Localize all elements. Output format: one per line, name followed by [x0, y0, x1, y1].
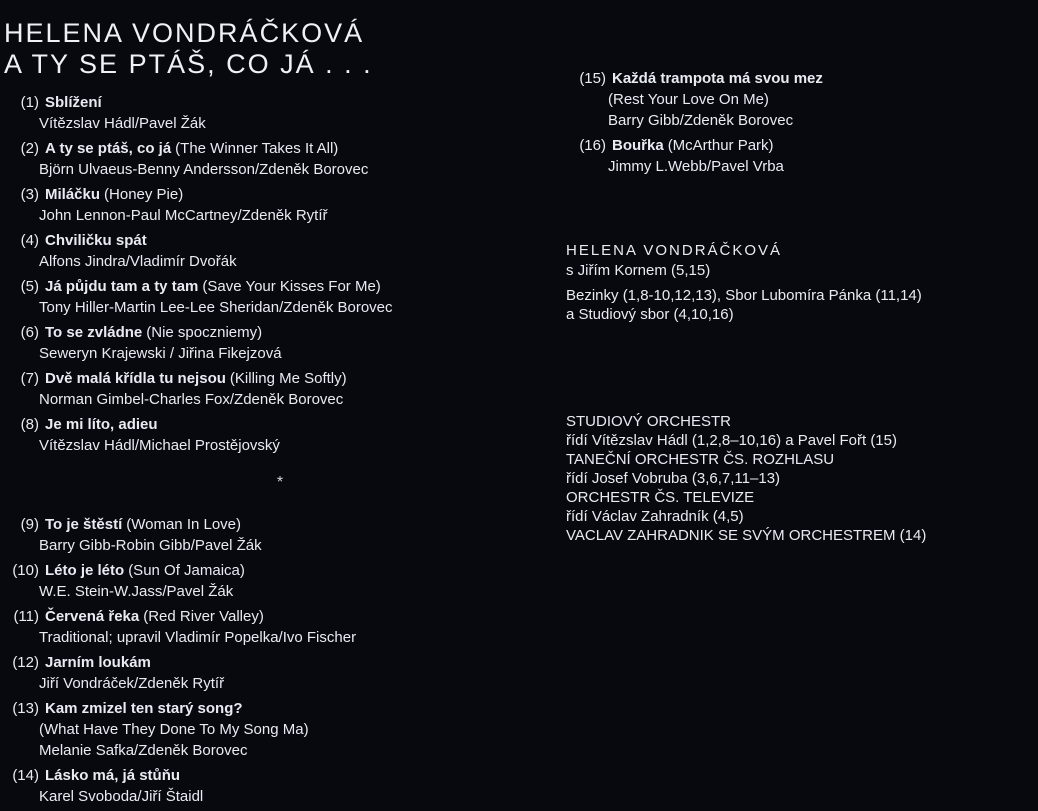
track-original-title: (McArthur Park): [667, 137, 774, 154]
track-original-title: (Save Your Kisses For Me): [202, 278, 381, 295]
track-credit: Jiří Vondráček/Zdeněk Rytíř: [39, 675, 225, 692]
track-credit: Tony Hiller-Martin Lee-Lee Sheridan/Zdeněk Borovec: [39, 299, 393, 316]
separator-star: *: [276, 474, 284, 491]
track-item: [0, 514, 540, 560]
track-number: (3): [20, 186, 39, 203]
track-item: [566, 135, 1036, 181]
track-original-title: (Red River Valley): [143, 608, 264, 625]
track-original-title: (Honey Pie): [104, 186, 184, 203]
track-title: Sblížení: [45, 94, 102, 111]
track-title: Kam zmizel ten starý song?: [45, 700, 243, 717]
performers-block: [566, 240, 922, 324]
orchestra-line: STUDIOVÝ ORCHESTR: [566, 413, 732, 430]
track-title: Chviličku spát: [45, 232, 147, 249]
track-title: Dvě malá křídla tu nejsou: [45, 370, 226, 387]
track-number: (11): [13, 608, 39, 625]
track-title: To je štěstí: [45, 516, 123, 533]
track-title: Každá trampota má svou mez: [612, 70, 823, 87]
performer-choirs-2: a Studiový sbor (4,10,16): [566, 306, 734, 323]
track-item: [0, 765, 540, 811]
track-item: [0, 92, 540, 138]
orchestras-block: [566, 412, 926, 545]
performer-artist: HELENA VONDRÁČKOVÁ: [566, 242, 783, 259]
track-title: Léto je léto: [45, 562, 125, 579]
track-number: (8): [20, 416, 39, 433]
orchestra-line: řídí Vítězslav Hádl (1,2,8–10,16) a Pavel Fořt (15): [566, 432, 897, 449]
orchestra-line: řídí Josef Vobruba (3,6,7,11–13): [566, 470, 781, 487]
track-credit: Traditional; upravil Vladimír Popelka/Ivo Fischer: [39, 629, 357, 646]
track-credit: Jimmy L.Webb/Pavel Vrba: [608, 158, 784, 175]
track-item: [0, 698, 540, 765]
performer-with: s Jiřím Kornem (5,15): [566, 262, 711, 279]
album-title: [4, 18, 373, 80]
orchestra-line: řídí Václav Zahradník (4,5): [566, 508, 744, 525]
track-number: (12): [12, 654, 39, 671]
track-number: (2): [20, 140, 39, 157]
track-item: [0, 138, 540, 184]
track-item: [0, 322, 540, 368]
track-credit: Seweryn Krajewski / Jiřina Fikejzová: [39, 345, 282, 362]
track-title: Červená řeka: [45, 608, 140, 625]
track-item: [0, 652, 540, 698]
track-number: (15): [579, 70, 606, 87]
track-credit: Norman Gimbel-Charles Fox/Zdeněk Borovec: [39, 391, 344, 408]
track-original-title: (Woman In Love): [126, 516, 242, 533]
track-credit: W.E. Stein-W.Jass/Pavel Žák: [39, 583, 234, 600]
track-number: (13): [12, 700, 39, 717]
orchestra-line: VACLAV ZAHRADNIK SE SVÝM ORCHESTREM (14): [566, 527, 927, 544]
track-number: (14): [12, 767, 39, 784]
track-credit: Melanie Safka/Zdeněk Borovec: [39, 742, 248, 759]
track-credit: (What Have They Done To My Song Ma): [39, 721, 309, 738]
track-credit: Barry Gibb-Robin Gibb/Pavel Žák: [39, 537, 262, 554]
track-item: [566, 68, 1036, 135]
track-number: (5): [20, 278, 39, 295]
track-number: (10): [12, 562, 39, 579]
track-number: (7): [20, 370, 39, 387]
track-item: [0, 230, 540, 276]
track-title: Miláčku: [45, 186, 101, 203]
track-item: [0, 414, 540, 460]
track-item: [0, 560, 540, 606]
tracklist-right: [566, 68, 1036, 181]
track-number: (6): [20, 324, 39, 341]
track-original-title: (Sun Of Jamaica): [128, 562, 245, 579]
track-number: (9): [20, 516, 39, 533]
track-title: Lásko má, já stůňu: [45, 767, 181, 784]
artist-name: HELENA VONDRÁČKOVÁ: [4, 18, 365, 48]
track-title: Je mi líto, adieu: [45, 416, 158, 433]
track-credit: Karel Svoboda/Jiří Štaidl: [39, 788, 204, 805]
orchestra-line: ORCHESTR ČS. TELEVIZE: [566, 489, 755, 506]
track-title: Já půjdu tam a ty tam: [45, 278, 199, 295]
track-number: (4): [20, 232, 39, 249]
track-title: To se zvládne: [45, 324, 143, 341]
album-name: A TY SE PTÁŠ, CO JÁ . . .: [4, 49, 373, 79]
track-title: Bouřka: [612, 137, 664, 154]
track-credit: Björn Ulvaeus-Benny Andersson/Zdeněk Borovec: [39, 161, 369, 178]
track-number: (1): [20, 94, 39, 111]
track-credit: (Rest Your Love On Me): [608, 91, 769, 108]
track-original-title: (The Winner Takes It All): [175, 140, 339, 157]
track-title: Jarním loukám: [45, 654, 151, 671]
track-credit: Vítězslav Hádl/Pavel Žák: [39, 115, 206, 132]
performer-choirs: Bezinky (1,8-10,12,13), Sbor Lubomíra Pánka (11,14): [566, 287, 922, 304]
track-item: [0, 184, 540, 230]
orchestra-line: TANEČNÍ ORCHESTR ČS. ROZHLASU: [566, 451, 835, 468]
track-number: (16): [579, 137, 606, 154]
track-item: [0, 606, 540, 652]
track-credit: Alfons Jindra/Vladimír Dvořák: [39, 253, 237, 270]
track-item: [0, 276, 540, 322]
track-original-title: (Killing Me Softly): [229, 370, 347, 387]
track-credit: John Lennon-Paul McCartney/Zdeněk Rytíř: [39, 207, 328, 224]
track-title: A ty se ptáš, co já: [45, 140, 172, 157]
track-original-title: (Nie spoczniemy): [146, 324, 263, 341]
track-credit: Vítězslav Hádl/Michael Prostějovský: [39, 437, 280, 454]
track-credit: Barry Gibb/Zdeněk Borovec: [608, 112, 794, 129]
tracklist-left: [0, 92, 540, 811]
track-item: [0, 368, 540, 414]
